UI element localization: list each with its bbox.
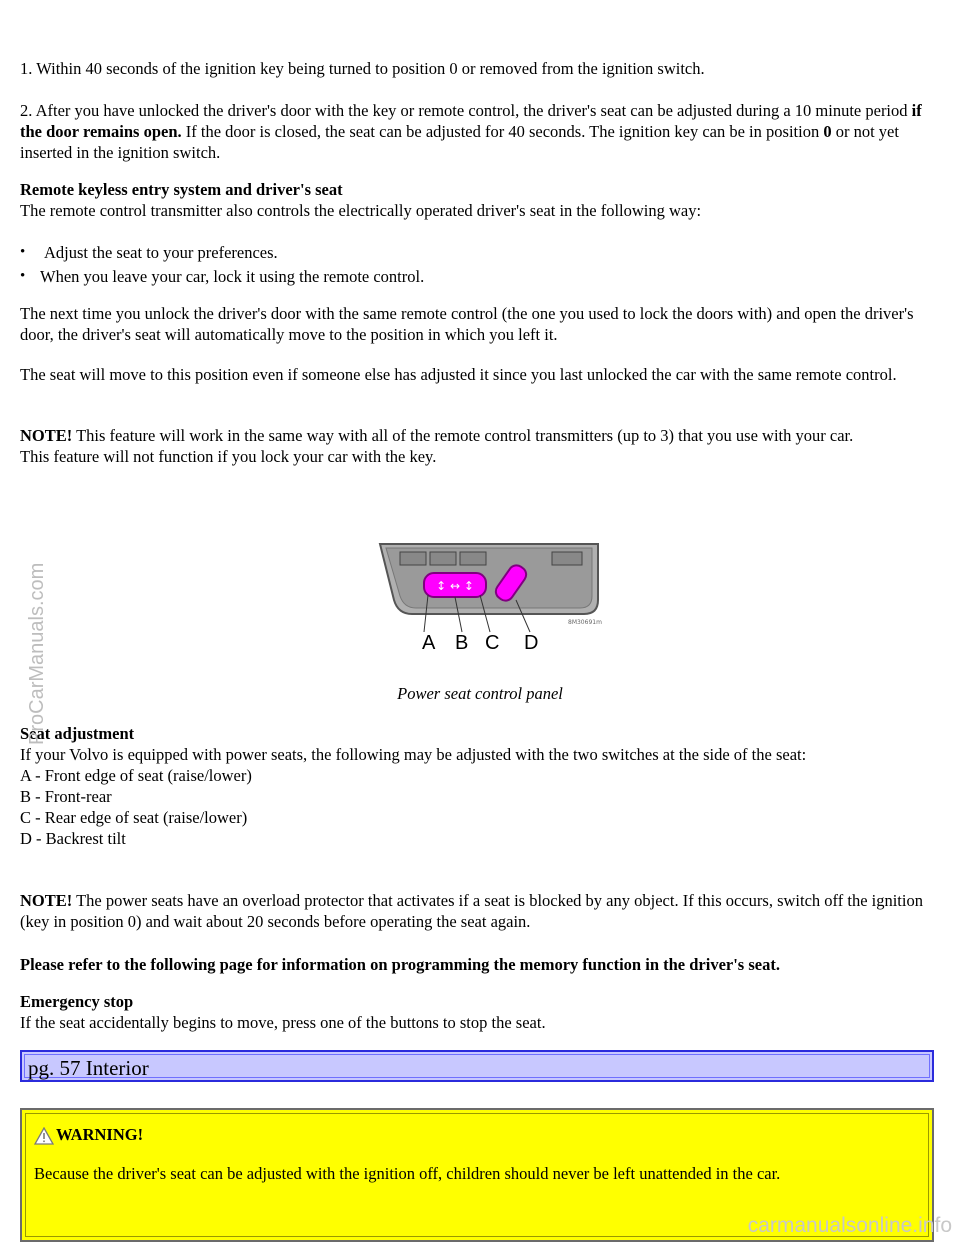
- note-label: NOTE!: [20, 891, 73, 910]
- paragraph-2-text-c: or not yet inserted in the ignition switch.: [20, 122, 899, 162]
- note-1-text-2: This feature will not function if you lock your car with the key.: [20, 447, 437, 466]
- list-item: A - Front edge of seat (raise/lower): [20, 766, 252, 785]
- page-bar-border: [24, 1054, 930, 1078]
- figure-label-c: C: [485, 632, 500, 654]
- emergency-stop-section: [20, 991, 935, 1033]
- memory-reference: Please refer to the following page for information on programming the memory function in the driver's seat.: [20, 955, 780, 974]
- figure-label-b: B: [455, 632, 469, 654]
- figure-label-d: D: [524, 632, 539, 654]
- page-number-label: pg. 57 Interior: [28, 1056, 149, 1080]
- figure-label-a: A: [422, 632, 436, 654]
- list-item: • When you leave your car, lock it using the remote control.: [20, 266, 935, 290]
- memory-button-3: [460, 552, 486, 565]
- paragraph-3: The next time you unlock the driver's door with the same remote control (the one you used to lock the doors with) and open the driver's door, the driver's seat will automatically move to the position in which you left it.: [20, 304, 914, 344]
- seat-heading: Seat adjustment: [20, 724, 135, 743]
- list-item: D - Backrest tilt: [20, 829, 126, 848]
- power-seat-control-panel-figure: [376, 538, 606, 663]
- note-1: [20, 425, 935, 467]
- procarmanuals-watermark: [27, 515, 47, 745]
- remote-heading: Remote keyless entry system and driver's seat: [20, 180, 343, 199]
- warning-triangle-icon: [34, 1127, 54, 1145]
- watermark-left-text: ProCarManuals.com: [26, 562, 48, 745]
- list-item: C - Rear edge of seat (raise/lower): [20, 808, 248, 827]
- warning-text: Because the driver's seat can be adjusted with the ignition off, children should never be left unattended in the car.: [34, 1164, 781, 1183]
- note-2-text: The power seats have an overload protector that activates if a seat is blocked by any object. If this occurs, switch off the ignition (key in position 0) and wait about 20 seconds before operating the seat again.: [20, 891, 923, 931]
- note-2: [20, 890, 935, 932]
- remote-text: The remote control transmitter also controls the electrically operated driver's seat in the following way:: [20, 201, 702, 220]
- emergency-heading: Emergency stop: [20, 992, 134, 1011]
- paragraph-2-bold: if the door remains open.: [20, 101, 922, 141]
- paragraph-1: 1. Within 40 seconds of the ignition key being turned to position 0 or removed from the ignition switch.: [20, 59, 705, 78]
- carmanualsonline-watermark: carmanualsonline.info: [747, 1214, 952, 1237]
- paragraph-4: The seat will move to this position even if someone else has adjusted it since you last unlocked the car with the same remote control.: [20, 365, 897, 384]
- emergency-text: If the seat accidentally begins to move, press one of the buttons to stop the seat.: [20, 1013, 546, 1032]
- paragraph-2-text-b: If the door is closed, the seat can be adjusted for 40 seconds. The ignition key can be in position: [181, 122, 824, 141]
- memory-set-button: [552, 552, 582, 565]
- seat-panel-illustration: [376, 538, 606, 658]
- note-1-text: This feature will work in the same way with all of the remote control transmitters (up to 3) that you use with your car.: [72, 426, 854, 445]
- memory-button-1: [400, 552, 426, 565]
- paragraph-2-bold-position: 0: [823, 122, 832, 141]
- svg-text:↕ ↔ ↕: ↕ ↔ ↕: [436, 579, 474, 593]
- figure-code: 8M30691m: [568, 619, 602, 626]
- list-item: • Adjust the seat to your preferences.: [20, 242, 935, 266]
- paragraph-2-text-a: 2. After you have unlocked the driver's door with the key or remote control, the driver's seat can be adjusted during a 10 minute period: [20, 101, 912, 120]
- remote-bullet-list: [20, 242, 935, 290]
- note-label: NOTE!: [20, 426, 73, 445]
- seat-text: If your Volvo is equipped with power seats, the following may be adjusted with the two switches at the side of the seat:: [20, 745, 807, 764]
- page-number-bar: [20, 1050, 934, 1082]
- remote-section: [20, 179, 935, 221]
- paragraph-2: [20, 100, 935, 163]
- warning-title: [34, 1124, 920, 1145]
- list-item: B - Front-rear: [20, 787, 112, 806]
- seat-adjustment-section: [20, 723, 935, 849]
- warning-title-text: WARNING!: [56, 1125, 144, 1144]
- figure-caption: Power seat control panel: [397, 684, 563, 703]
- memory-button-2: [430, 552, 456, 565]
